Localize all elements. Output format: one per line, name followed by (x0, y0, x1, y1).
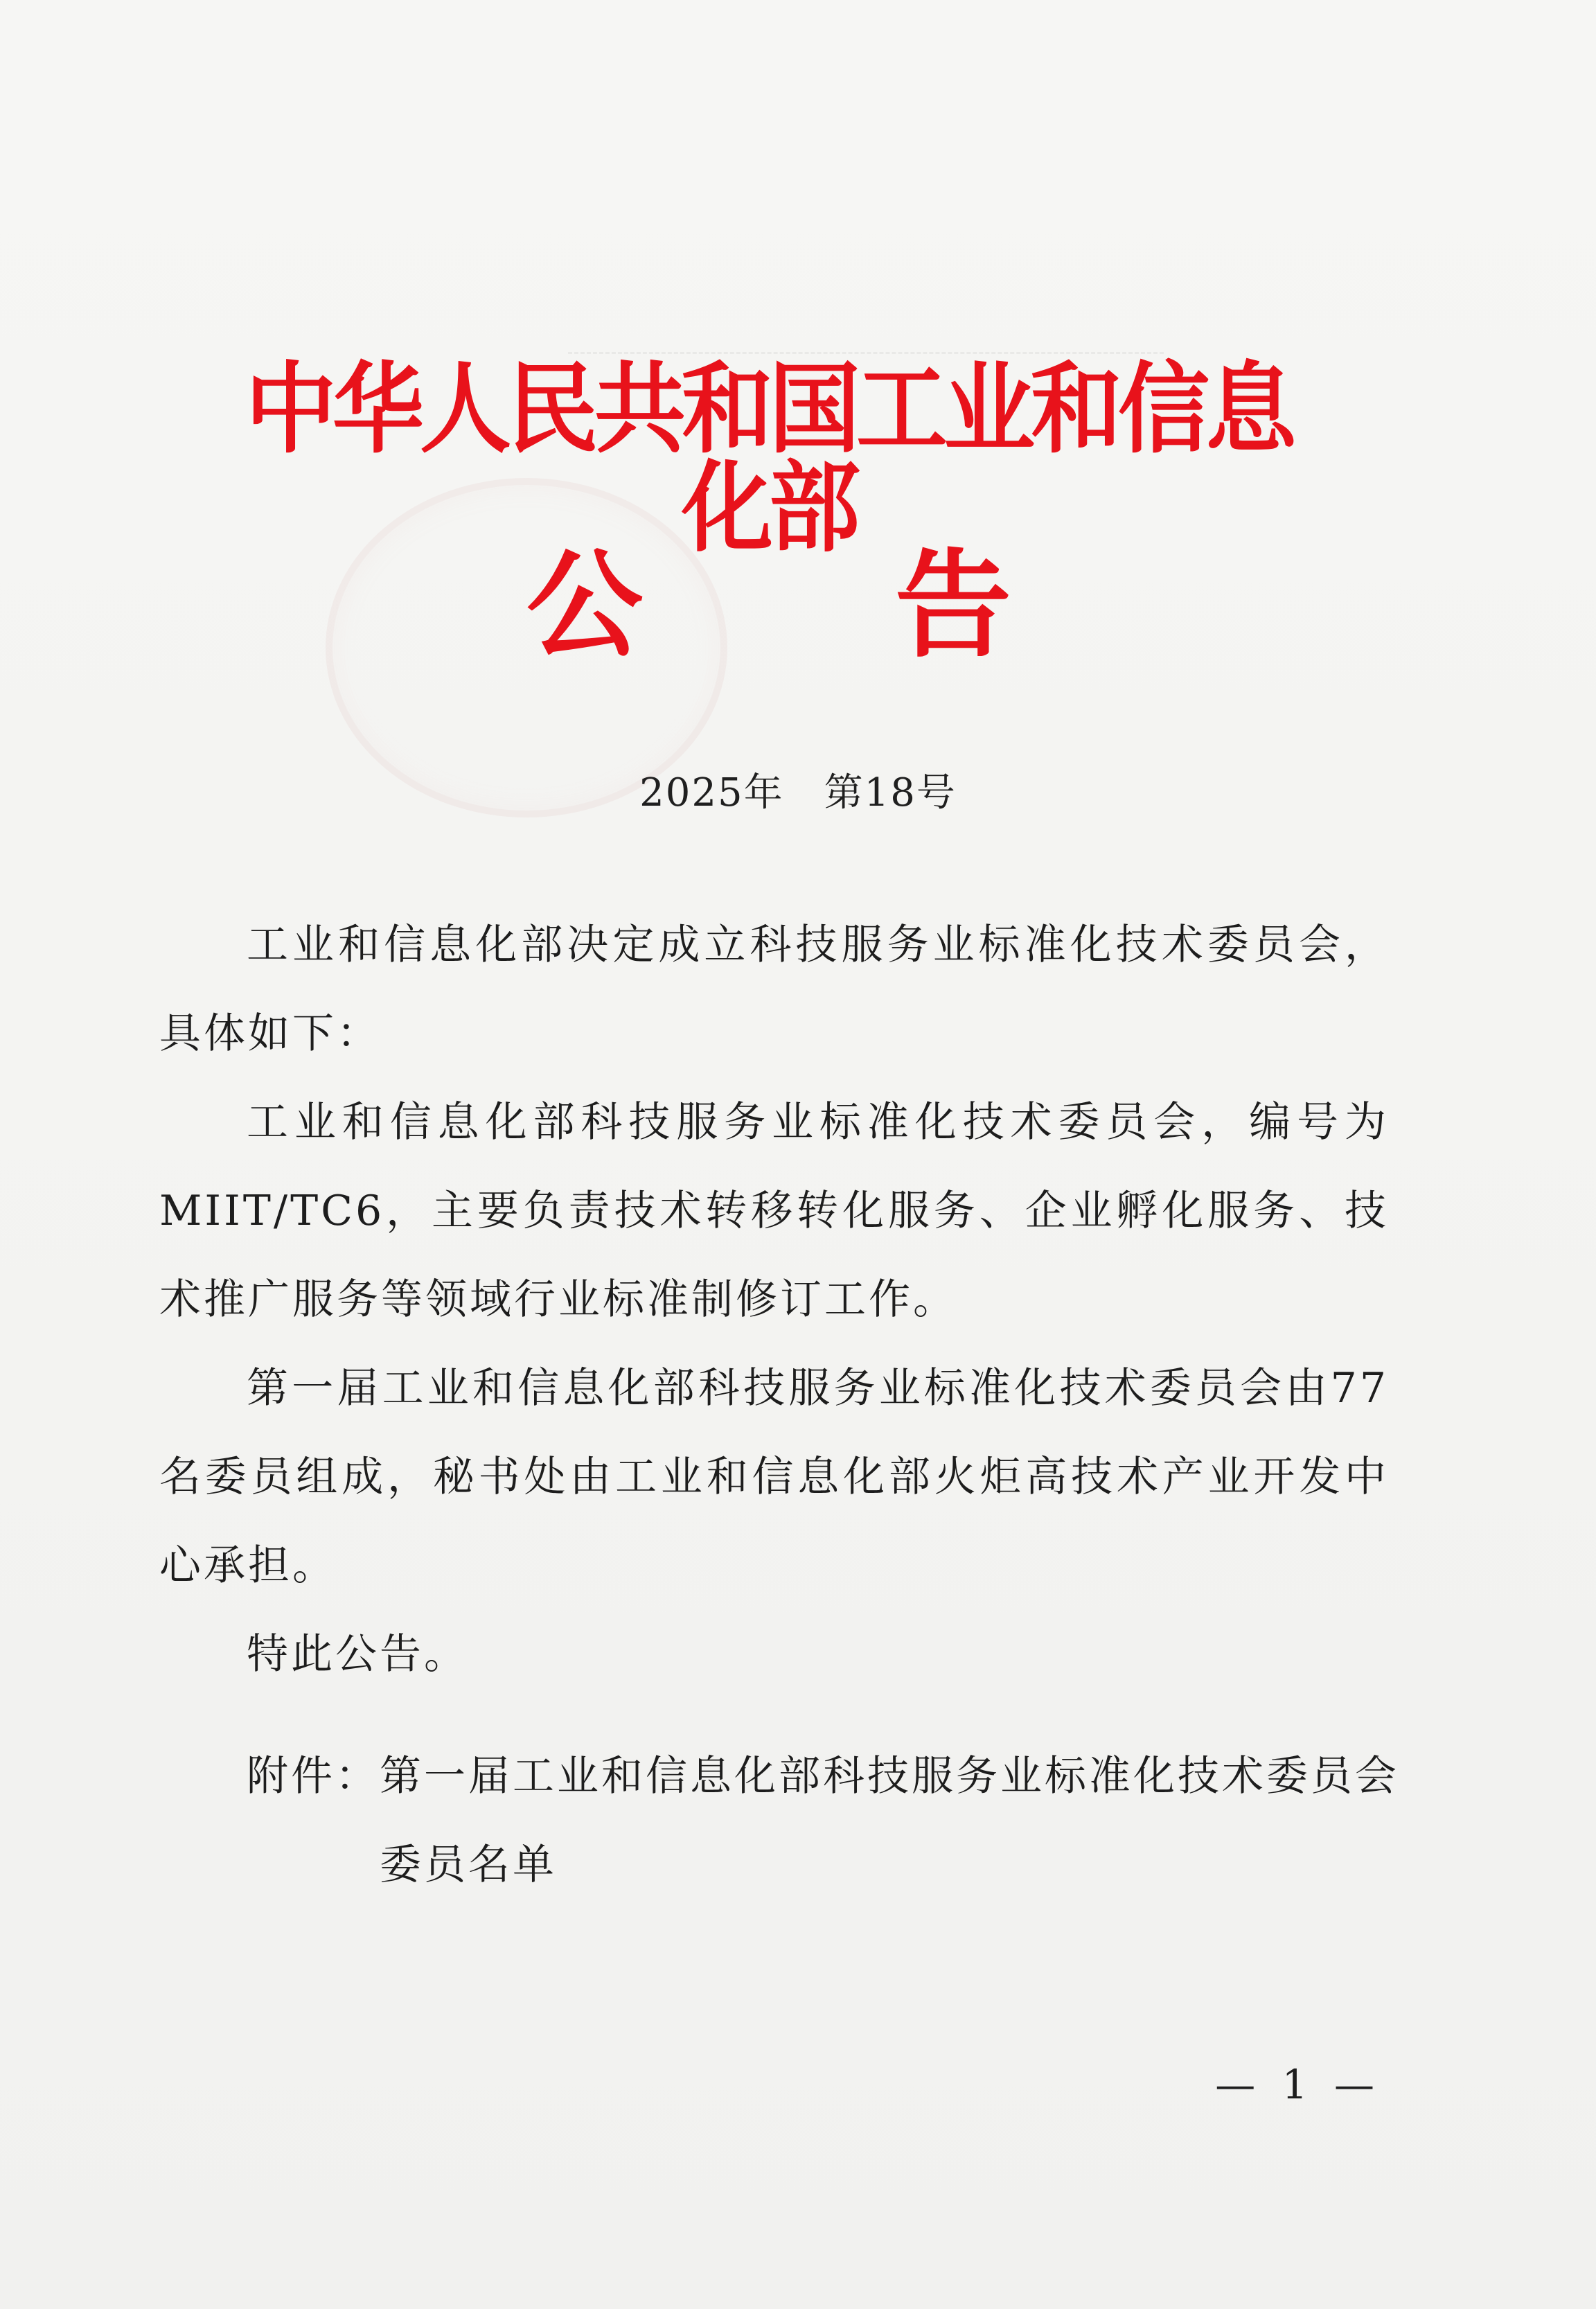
doc-type-char-2: 告 (895, 538, 1011, 673)
attachment-title: 第一届工业和信息化部科技服务业标准化技术委员会委员名单 (380, 1752, 1399, 1889)
attachment-label: 附件： (247, 1752, 380, 1801)
body-paragraph-2: 工业和信息化部科技服务业标准化技术委员会，编号为MIIT/TC6，主要负责技术转移转化服务、企业孵化服务、技术推广服务等领域行业标准制修订工作。 (159, 1098, 1389, 1324)
doc-type-char-1: 公 (526, 538, 643, 673)
page-number: — 1 — (1215, 2061, 1381, 2108)
body-paragraph-1: 工业和信息化部决定成立科技服务业标准化技术委员会，具体如下： (159, 921, 1389, 1058)
closing-statement: 特此公告。 (247, 1630, 468, 1679)
attachment-note (247, 1732, 1438, 1909)
document-number: 2025年 第18号 (639, 770, 957, 815)
document-type-title (526, 538, 1011, 673)
letterhead-issuer: 中华人民共和国工业和信息化部 (245, 352, 1293, 566)
announcement-body (159, 901, 1389, 1699)
body-paragraph-3: 第一届工业和信息化部科技服务业标准化技术委员会由77名委员组成，秘书处由工业和信息化部火炬高技术产业开发中心承担。 (159, 1364, 1389, 1590)
